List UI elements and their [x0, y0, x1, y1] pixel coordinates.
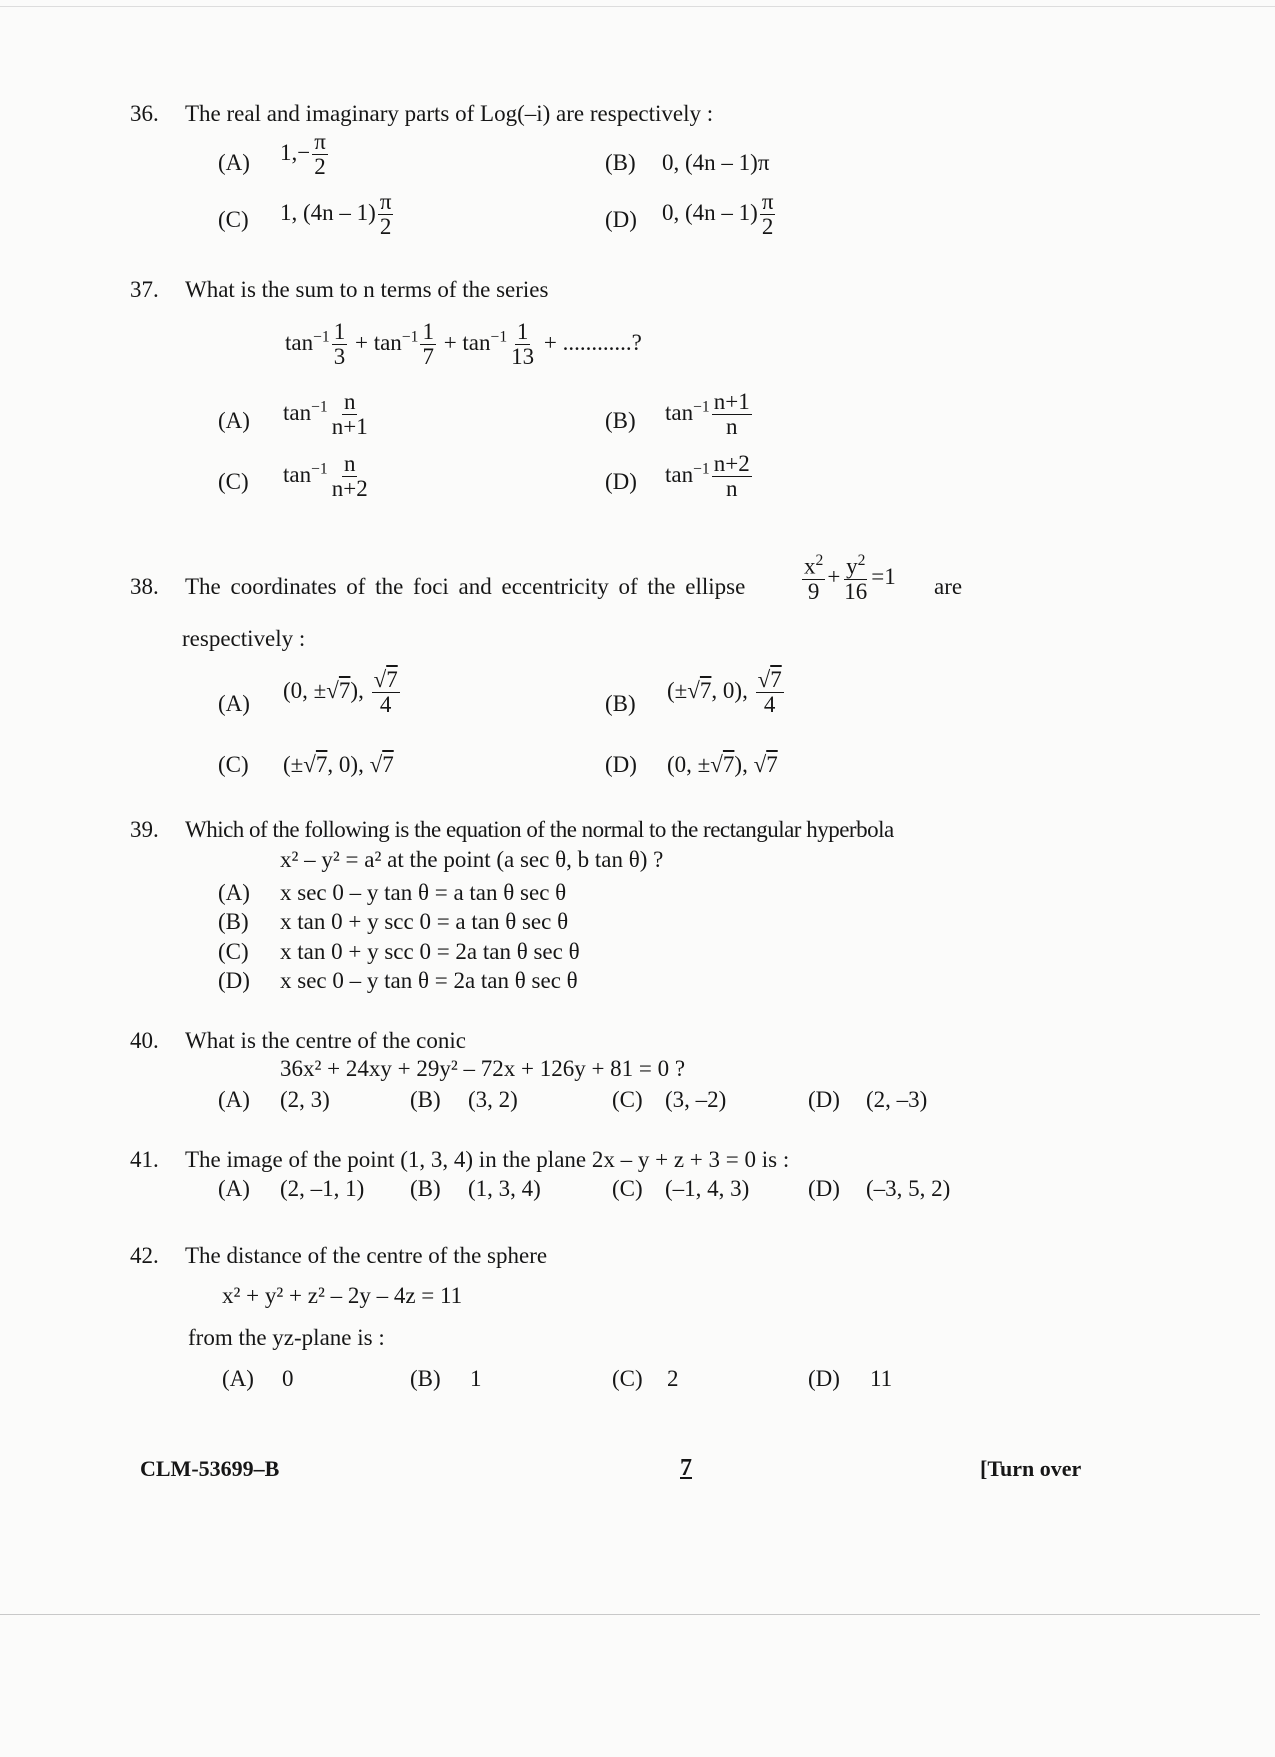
- question-text: What is the centre of the conic: [185, 1028, 466, 1053]
- option-value: x tan 0 + y scc 0 = 2a tan θ sec θ: [280, 939, 580, 964]
- question-text-cont: respectively :: [182, 626, 306, 651]
- option-value: (±√7, 0), $\frac{√7}{4}$: [667, 667, 782, 718]
- option-label: (B): [605, 691, 636, 716]
- option-value: x sec 0 – y tan θ = a tan θ sec θ: [280, 880, 567, 905]
- option-value: 0: [282, 1366, 294, 1391]
- option-value: $\tan^{-1}$ $\frac{n+2}{n}$: [665, 451, 750, 502]
- option-label: (A): [218, 691, 250, 716]
- series-expression: $\tan^{-1}$ $\frac{1}{3}$ + $\tan^{-1}$ $\frac{1}{7}$ + $\tan^{-1}$ $\frac{1}{13}$ + ............?: [285, 319, 642, 370]
- option-label: (B): [605, 408, 636, 433]
- question-text: The coordinates of the foci and eccentricity of the ellipse: [185, 574, 746, 599]
- question-36: [130, 102, 159, 125]
- option-value: (2, –1, 1): [280, 1176, 365, 1201]
- ellipse-equation: $\frac{x^2}{9}$ + $\frac{y^2}{16}$ =1: [804, 552, 896, 604]
- option-label: (B): [410, 1087, 441, 1112]
- question-number: 41.: [130, 1147, 159, 1172]
- question-equation: x² + y² + z² – 2y – 4z = 11: [222, 1283, 463, 1308]
- question-text-cont: from the yz-plane is :: [188, 1325, 385, 1350]
- option-label: (D): [218, 968, 250, 993]
- option-value: (2, 3): [280, 1087, 330, 1112]
- option-value: 1: [470, 1366, 482, 1391]
- option-value: 2: [667, 1366, 679, 1391]
- option-value: (2, –3): [866, 1087, 928, 1112]
- option-label: (D): [605, 752, 637, 777]
- option-label: (C): [612, 1087, 643, 1112]
- option-value: $\tan^{-1}$ $\frac{n}{n+1}$: [283, 389, 368, 440]
- top-rule: [0, 6, 1275, 7]
- page-number-block: [680, 1456, 692, 1480]
- question-text: The distance of the centre of the sphere: [185, 1243, 548, 1268]
- question-number: 42.: [130, 1243, 159, 1268]
- option-label: (C): [218, 939, 249, 964]
- exam-code: CLM-53699–B: [140, 1456, 280, 1481]
- option-value: (0, ±√7), $\frac{√7}{4}$: [283, 667, 398, 718]
- option-value: (0, ±√7), √7: [667, 752, 778, 777]
- option-value: (1, 3, 4): [468, 1176, 541, 1201]
- question-number: 37.: [130, 277, 159, 302]
- option-label: (C): [218, 207, 249, 232]
- option-value: $\tan^{-1}$ $\frac{n+1}{n}$: [665, 389, 750, 440]
- option-label: (B): [605, 150, 636, 175]
- option-value: (–1, 4, 3): [665, 1176, 750, 1201]
- option-label: (A): [218, 408, 250, 433]
- option-label: (B): [410, 1176, 441, 1201]
- option-value: x tan 0 + y scc 0 = a tan θ sec θ: [280, 909, 569, 934]
- option-label: (D): [605, 207, 637, 232]
- option-label: (A): [218, 1087, 250, 1112]
- option-label: (C): [612, 1176, 643, 1201]
- question-text: Which of the following is the equation of the normal to the rectangular hyperbola: [185, 817, 894, 842]
- option-value: 1, (4n – 1) $\frac{\pi}{2}$: [280, 189, 392, 240]
- option-label: (A): [218, 150, 250, 175]
- option-value: (3, –2): [665, 1087, 727, 1112]
- option-value: 0, (4n – 1)π: [662, 150, 770, 175]
- option-value: 0, (4n – 1) $\frac{\pi}{2}$: [662, 189, 774, 240]
- option-label: (B): [410, 1366, 441, 1391]
- option-label: (D): [605, 469, 637, 494]
- option-label: (C): [612, 1366, 643, 1391]
- option-value: $\tan^{-1}$ $\frac{n}{n+2}$: [283, 451, 368, 502]
- bottom-rule: [0, 1614, 1260, 1615]
- question-text-after: are: [934, 574, 963, 599]
- option-label: (D): [808, 1087, 840, 1112]
- question-number: 36.: [130, 101, 159, 126]
- question-text: The image of the point (1, 3, 4) in the plane 2x – y + z + 3 = 0 is :: [185, 1147, 790, 1172]
- turn-over: [Turn over: [980, 1456, 1082, 1481]
- option-value: (–3, 5, 2): [866, 1176, 951, 1201]
- option-label: (D): [808, 1176, 840, 1201]
- question-number: 40.: [130, 1028, 159, 1053]
- option-value: (±√7, 0), √7: [283, 752, 394, 777]
- question-number: 39.: [130, 817, 159, 842]
- option-label: (A): [218, 880, 250, 905]
- option-label: (C): [218, 752, 249, 777]
- option-label: (B): [218, 909, 249, 934]
- option-label: (A): [218, 1176, 250, 1201]
- question-number: 38.: [130, 574, 159, 599]
- option-value: 11: [870, 1366, 893, 1391]
- option-value: 1,− $\frac{\pi}{2}$: [280, 129, 326, 180]
- page-number: 7: [680, 1455, 692, 1481]
- option-value: x sec 0 – y tan θ = 2a tan θ sec θ: [280, 968, 578, 993]
- option-label: (A): [222, 1366, 254, 1391]
- question-text: What is the sum to n terms of the series: [185, 277, 549, 302]
- question-equation: x² – y² = a² at the point (a sec θ, b tan θ) ?: [280, 847, 664, 872]
- option-label: (C): [218, 469, 249, 494]
- question-equation: 36x² + 24xy + 29y² – 72x + 126y + 81 = 0 ?: [280, 1056, 686, 1081]
- question-text: The real and imaginary parts of Log(–i) are respectively :: [185, 101, 714, 126]
- option-value: (3, 2): [468, 1087, 518, 1112]
- option-label: (D): [808, 1366, 840, 1391]
